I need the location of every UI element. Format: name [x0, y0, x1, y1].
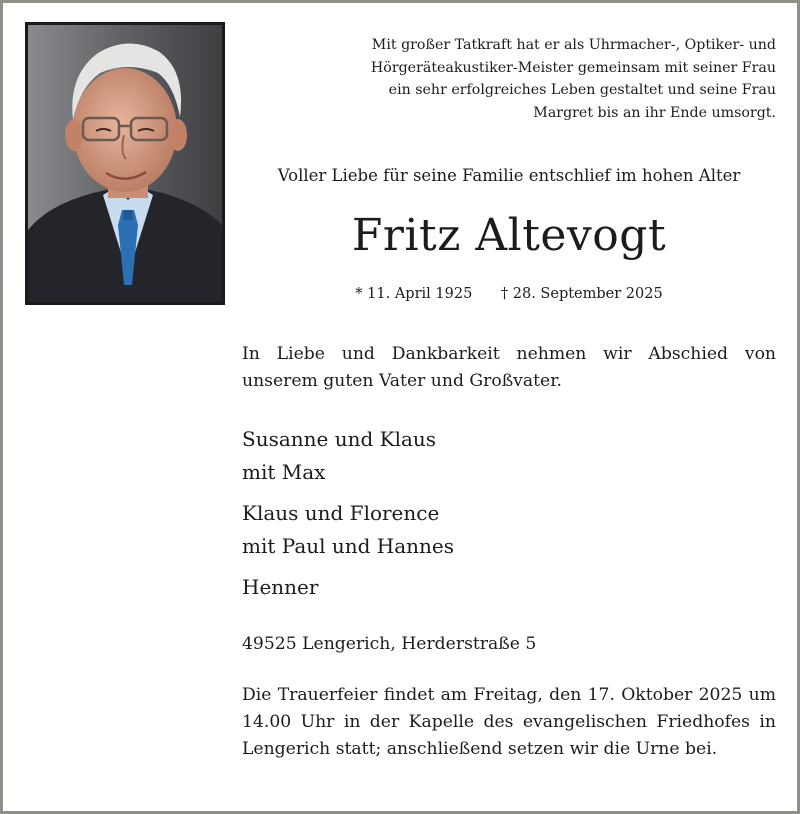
farewell-paragraph: In Liebe und Dankbarkeit nehmen wir Abschied von unserem guten Vater und Großvater. [242, 344, 776, 391]
life-dates [242, 282, 776, 306]
family-list [242, 423, 776, 612]
address: 49525 Lengerich, Herderstraße 5 [242, 634, 537, 654]
family-line: Klaus und Florence [242, 501, 440, 525]
lead-line: Voller Liebe für seine Familie entschlief im hohen Alter [277, 166, 741, 185]
family-line: Susanne und Klaus [242, 427, 437, 451]
funeral-info: Die Trauerfeier findet am Freitag, den 17. Oktober 2025 um 14.00 Uhr in der Kapelle des evangelischen Friedhofes in Lengerich statt; anschließend setzen wir die Urne bei. [242, 685, 776, 759]
family-group [242, 571, 776, 604]
family-line: Henner [242, 575, 319, 599]
portrait-illustration [28, 25, 222, 302]
birth-date: * 11. April 1925 [355, 286, 473, 302]
family-group [242, 497, 776, 563]
family-line: mit Paul und Hannes [242, 534, 455, 558]
deceased-name: Fritz Altevogt [351, 210, 667, 261]
death-date: † 28. September 2025 [500, 286, 663, 302]
family-line: mit Max [242, 460, 326, 484]
intro-paragraph: Mit großer Tatkraft hat er als Uhrmacher-, Optiker- und Hörgeräteakustiker-Meister gemeinsam mit seiner Frau ein sehr erfolgreiches Leben gestaltet und seine Frau Margret bis an ihr Ende umsorgt. [370, 37, 776, 121]
family-group [242, 423, 776, 489]
portrait-photo [25, 22, 225, 305]
